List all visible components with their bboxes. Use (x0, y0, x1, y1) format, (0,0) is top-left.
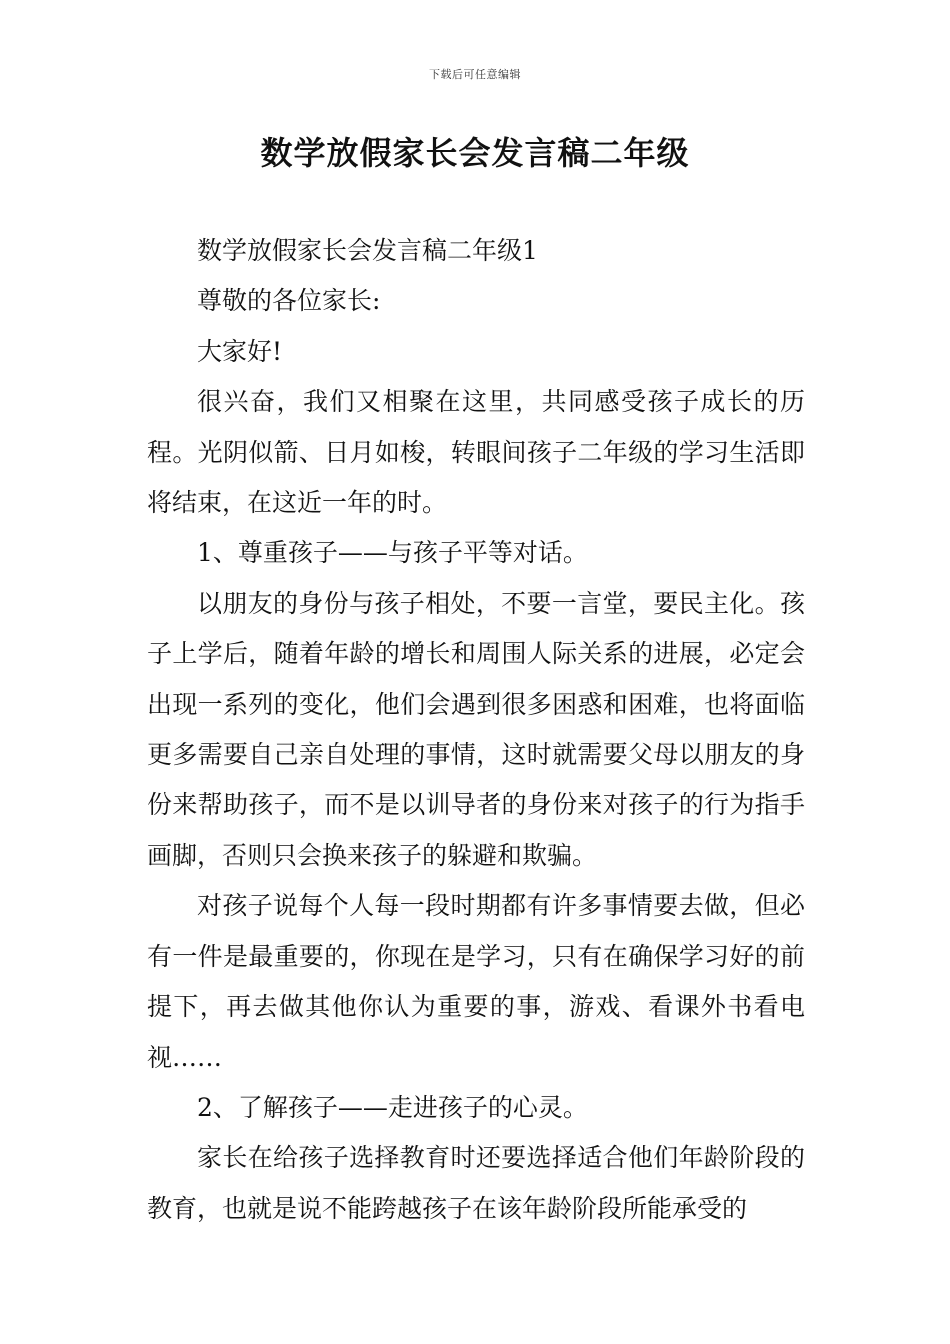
document-title: 数学放假家长会发言稿二年级 (260, 134, 690, 172)
header-note: 下载后可任意编辑 (429, 68, 521, 81)
paragraph-section-1-body-2: 对孩子说每个人每一段时期都有许多事情要去做，但必有一件是最重要的，你现在是学习，只有在确保学习好的前提下，再去做其他你认为重要的事，游戏、看课外书看电视…… (147, 891, 805, 1072)
paragraph-subtitle: 数学放假家长会发言稿二年级1 (197, 236, 538, 265)
paragraph-greeting: 大家好! (197, 336, 283, 366)
paragraph-intro: 很兴奋，我们又相聚在这里，共同感受孩子成长的历程。光阴似箭、日月如梭，转眼间孩子二年级的学习生活即将结束，在这近一年的时。 (147, 387, 805, 518)
paragraph-section-1-heading: 1、尊重孩子——与孩子平等对话。 (197, 538, 588, 568)
paragraph-salutation: 尊敬的各位家长: (197, 286, 381, 316)
paragraph-section-1-body: 以朋友的身份与孩子相处，不要一言堂，要民主化。孩子上学后，随着年龄的增长和周围人际关系的进展，必定会出现一系列的变化，他们会遇到很多困惑和困难，也将面临更多需要自己亲自处理的事情，这时就需要父母以朋友的身份来帮助孩子，而不是以训导者的身份来对孩子的行为指手画脚，否则只会换来孩子的躲避和欺骗。 (147, 588, 805, 870)
paragraph-section-2-body: 家长在给孩子选择教育时还要选择适合他们年龄阶段的教育，也就是说不能跨越孩子在该年龄阶段所能承受的 (147, 1143, 805, 1223)
paragraph-section-2-heading: 2、了解孩子——走进孩子的心灵。 (197, 1092, 588, 1122)
document-body (147, 226, 805, 1234)
